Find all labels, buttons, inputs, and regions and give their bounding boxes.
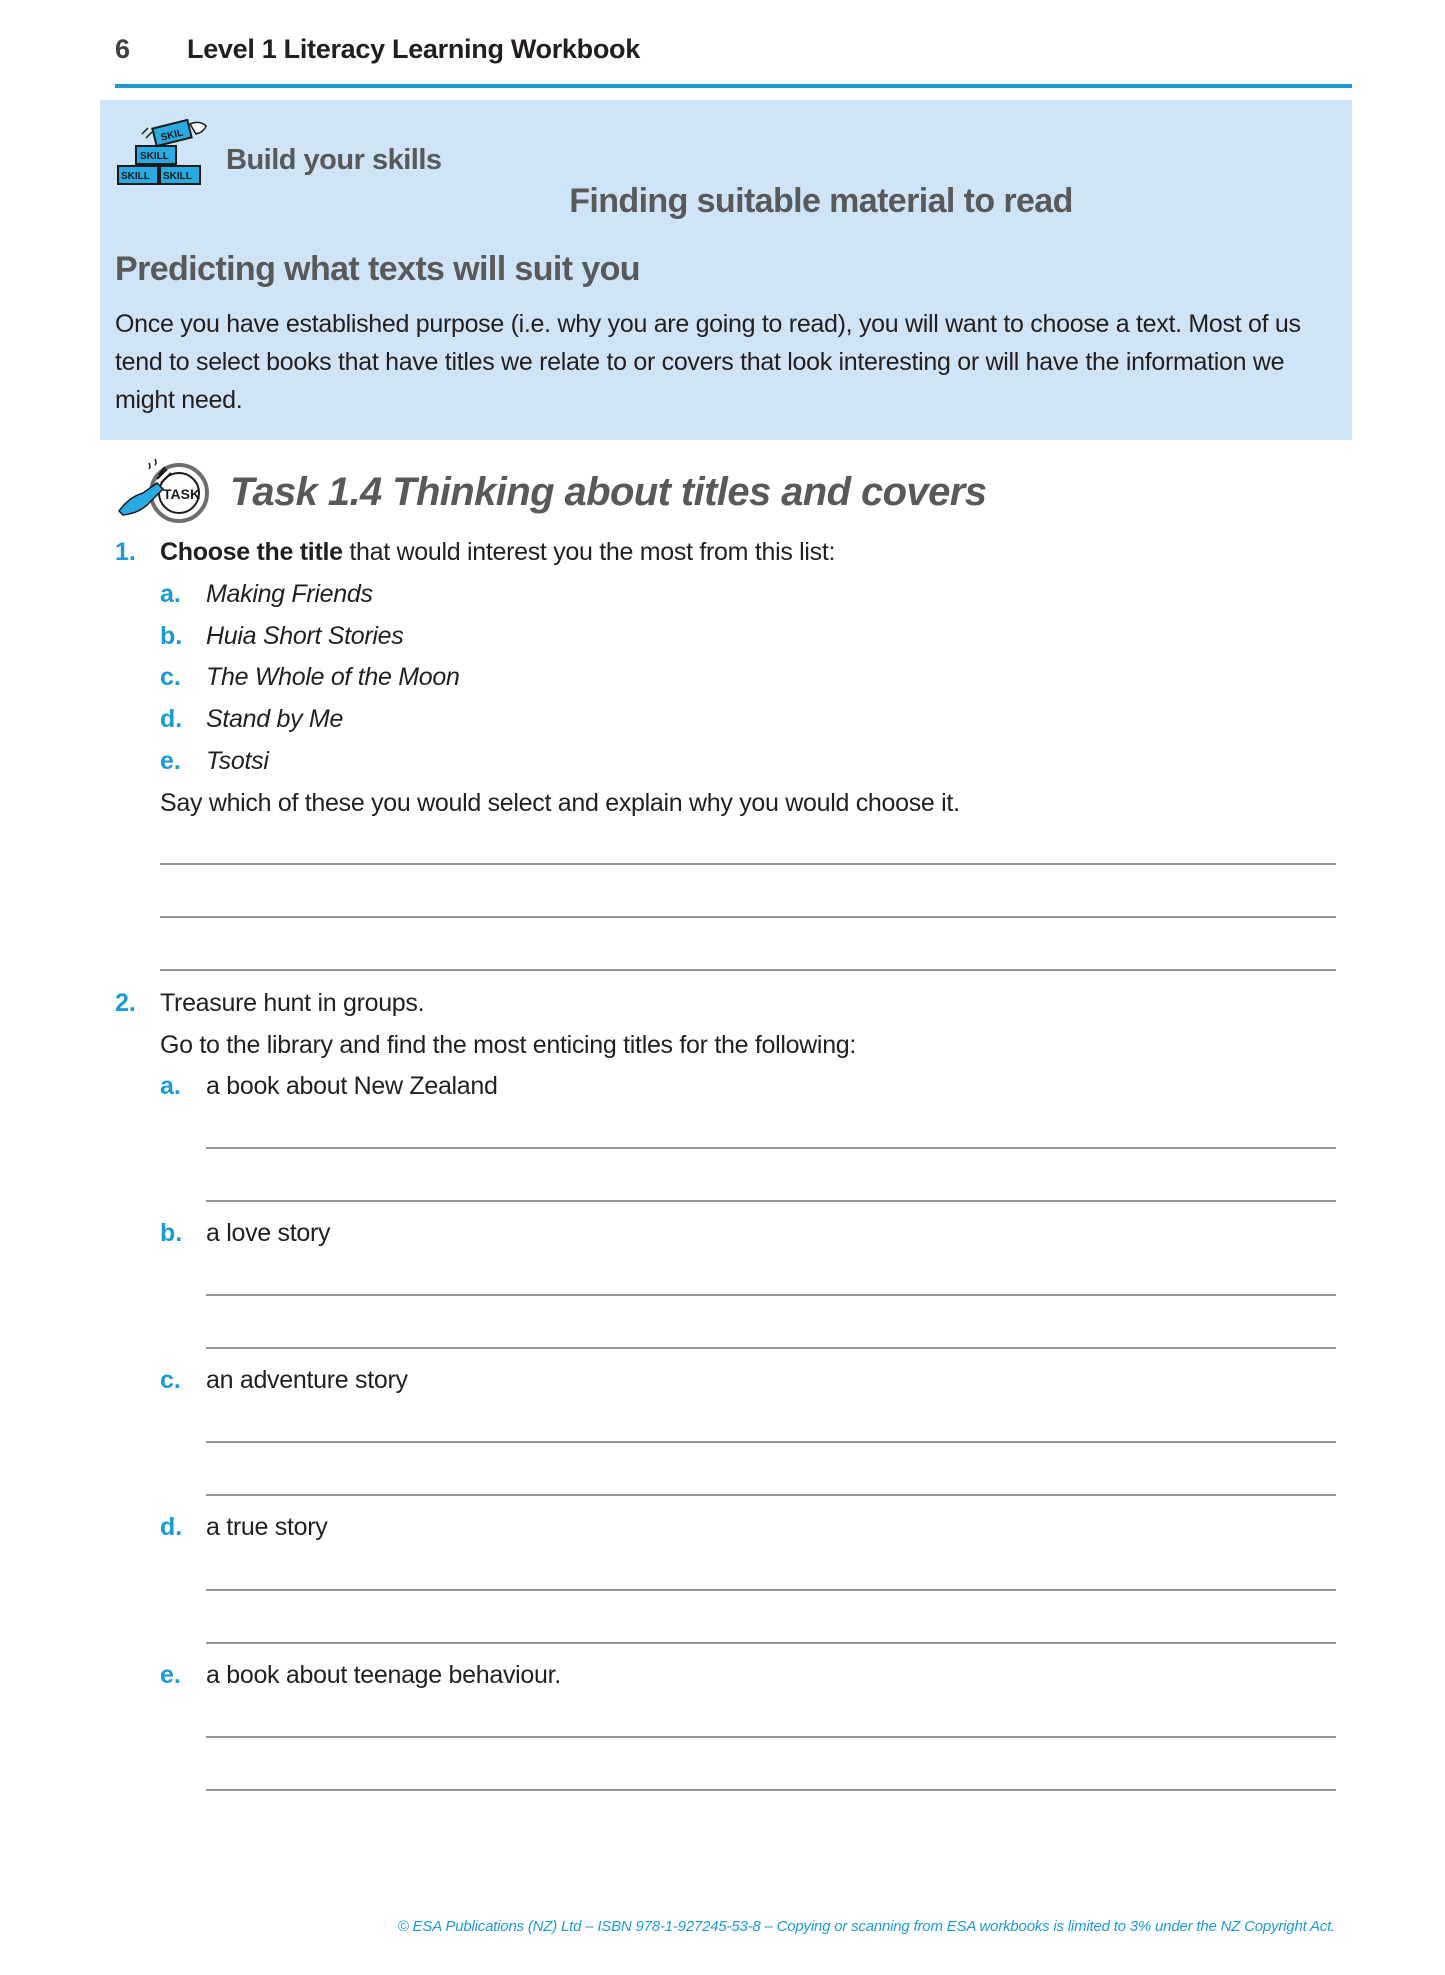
option-letter: c. — [160, 663, 181, 691]
option-letter: d. — [160, 705, 183, 733]
option-letter: e. — [160, 1661, 181, 1689]
option-text: Making Friends — [206, 580, 373, 608]
answer-line[interactable] — [206, 1147, 1336, 1149]
option-text: an adventure story — [206, 1366, 408, 1394]
page-header — [115, 34, 1352, 88]
task-title: Task 1.4 Thinking about titles and covers — [230, 470, 987, 514]
answer-line[interactable] — [206, 1200, 1336, 1202]
svg-text:SKILL: SKILL — [140, 151, 169, 162]
skill-blocks-icon — [114, 118, 210, 188]
running-title: Level 1 Literacy Learning Workbook — [187, 34, 640, 64]
question-instruction: Say which of these you would select and explain why you would choose it. — [160, 789, 960, 817]
copyright-footer: © ESA Publications (NZ) Ltd – ISBN 978-1-927245-53-8 – Copying or scanning from ESA workbooks is limited to 3% under the NZ Copyright Act. — [397, 1918, 1335, 1935]
option-text: Stand by Me — [206, 705, 344, 733]
option-text: The Whole of the Moon — [206, 663, 460, 691]
task-scrub-icon — [115, 455, 223, 525]
option-letter: b. — [160, 622, 183, 650]
option-letter: a. — [160, 1072, 181, 1100]
build-your-skills-box — [100, 100, 1352, 440]
answer-line[interactable] — [206, 1494, 1336, 1496]
question-prompt-bold: Choose the title — [160, 538, 343, 566]
answer-line[interactable] — [206, 1441, 1336, 1443]
option-letter: b. — [160, 1219, 183, 1247]
section-title: Finding suitable material to read — [569, 182, 1073, 220]
question-prompt: Treasure hunt in groups. — [160, 989, 425, 1017]
svg-text:SKIL: SKIL — [159, 127, 185, 144]
answer-line[interactable] — [160, 863, 1336, 865]
question-instruction: Go to the library and find the most enticing titles for the following: — [160, 1031, 857, 1059]
page-number: 6 — [115, 34, 131, 64]
intro-paragraph: Once you have established purpose (i.e. why you are going to read), you will want to choose a text. Most of us tend to select books that have titles we relate to or covers that look interesting or will have the information we might need. — [115, 310, 1301, 414]
option-text: a love story — [206, 1219, 331, 1247]
option-letter: e. — [160, 747, 181, 775]
option-letter: a. — [160, 580, 181, 608]
question-number: 1. — [115, 538, 136, 566]
option-letter: c. — [160, 1366, 181, 1394]
answer-line[interactable] — [206, 1642, 1336, 1644]
question-prompt-rest: that would interest you the most from this list: — [342, 538, 836, 566]
answer-line[interactable] — [160, 969, 1336, 971]
answer-line[interactable] — [206, 1589, 1336, 1591]
answer-line[interactable] — [206, 1736, 1336, 1738]
question-prompt — [160, 538, 835, 567]
option-letter: d. — [160, 1513, 183, 1541]
option-text: a true story — [206, 1513, 328, 1541]
svg-text:SKILL: SKILL — [163, 171, 192, 182]
option-text: Tsotsi — [206, 747, 269, 775]
answer-line[interactable] — [206, 1789, 1336, 1791]
option-text: Huia Short Stories — [206, 622, 404, 650]
svg-text:TASK: TASK — [163, 486, 201, 502]
question-number: 2. — [115, 989, 136, 1017]
option-text: a book about teenage behaviour. — [206, 1661, 561, 1689]
build-your-skills-label: Build your skills — [226, 144, 442, 176]
subheading: Predicting what texts will suit you — [115, 250, 640, 288]
svg-text:SKILL: SKILL — [121, 171, 150, 182]
answer-line[interactable] — [160, 916, 1336, 918]
answer-line[interactable] — [206, 1347, 1336, 1349]
answer-line[interactable] — [206, 1294, 1336, 1296]
option-text: a book about New Zealand — [206, 1072, 498, 1100]
